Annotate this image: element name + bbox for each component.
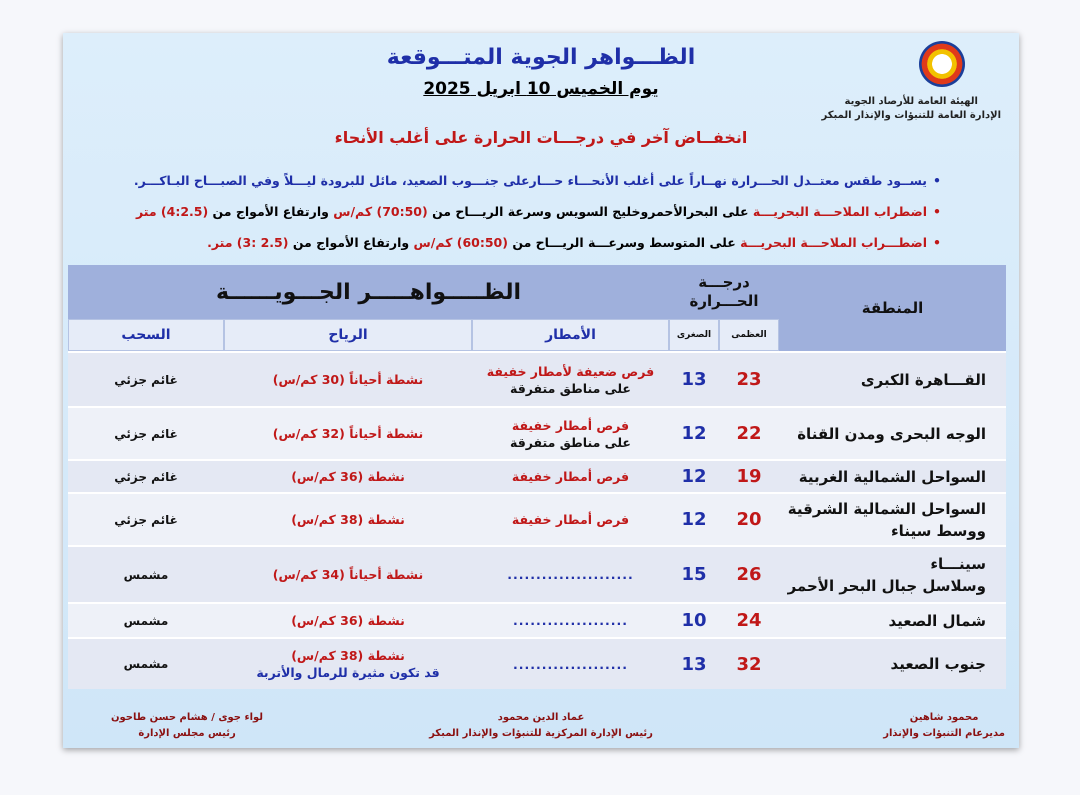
rain-cell: فرص أمطار خفيفة	[472, 492, 669, 545]
table-row	[68, 406, 1006, 459]
max-temp: 32	[719, 637, 779, 689]
min-temp: 15	[669, 545, 719, 602]
cloud-cell: غائم جزئي	[68, 492, 224, 545]
rain-cell: فرص ضعيفة لأمطار خفيفة على مناطق متفرقة	[472, 351, 669, 406]
table-row	[68, 459, 1006, 492]
bullet-item: •يســود طقس معتــدل الحـــرارة نهــاراً على أغلب الأنحـــاء حـــارعلى جنـــوب الصعيد، مائل للبرودة ليـــلاً وفي الصبـــاح البـاكـــر.	[133, 173, 941, 188]
signature-left: لواء جوى / هشام حسن طاحون رئيس مجلس الإدارة	[111, 712, 264, 739]
max-temp: 20	[719, 492, 779, 545]
bullet-item: •اضطراب الملاحـــة البحريـــة على البحرالأحمروخليج السويس وسرعة الريـــاح من (70:50) كم/س وارتفاع الأمواج من (4:2.5) متر	[135, 204, 941, 219]
cloud-header: السحب	[68, 319, 224, 351]
wind-cell: نشطة أحياناً (32 كم/س)	[224, 406, 472, 459]
max-temp: 19	[719, 459, 779, 492]
cloud-cell: غائم جزئي	[68, 459, 224, 492]
signature-center: عماد الدين محمود رئيس الإدارة المركزية للتنبؤات والإنذار المبكر	[429, 712, 653, 739]
table-row	[68, 351, 1006, 406]
region-cell: القـــاهرة الكبرى	[779, 351, 1006, 406]
rain-header: الأمطار	[472, 319, 669, 351]
min-temp: 12	[669, 406, 719, 459]
headline: انخفــاض آخر في درجـــات الحرارة على أغلب الأنحاء	[334, 128, 748, 147]
max-temp: 22	[719, 406, 779, 459]
wind-cell: نشطة (36 كم/س)	[224, 459, 472, 492]
organization-name	[822, 95, 1002, 123]
region-cell: السواحل الشمالية الشرقية ووسط سيناء	[779, 492, 1006, 545]
region-cell: سينـــاء وسلاسل جبال البحر الأحمر	[779, 545, 1006, 602]
cloud-cell: مشمس	[68, 602, 224, 637]
table-row	[68, 545, 1006, 602]
wind-cell: نشطة أحياناً (30 كم/س)	[224, 351, 472, 406]
rain-cell: فرص أمطار خفيفة	[472, 459, 669, 492]
org-line-2: الإدارة العامة للتنبؤات والإنذار المبكر	[821, 110, 1001, 121]
min-temp: 12	[669, 459, 719, 492]
forecast-card	[63, 33, 1019, 748]
temperature-header: درجـــة الحـــرارة	[669, 265, 779, 319]
rain-cell: فرص أمطار خفيفة على مناطق متفرقة	[472, 406, 669, 459]
min-header: الصغرى	[669, 319, 719, 351]
page-title: الظـــواهر الجوية المتـــوقعة	[386, 45, 696, 70]
wind-cell: نشطة أحياناً (34 كم/س)	[224, 545, 472, 602]
wind-cell: نشطة (38 كم/س)	[224, 492, 472, 545]
max-temp: 26	[719, 545, 779, 602]
region-cell: الوجه البحرى ومدن القناة	[779, 406, 1006, 459]
rain-cell: ......................	[472, 545, 669, 602]
forecast-date: يوم الخميس 10 ابريل 2025	[423, 79, 659, 99]
min-temp: 12	[669, 492, 719, 545]
rain-cell: ....................	[472, 602, 669, 637]
max-header: العظمى	[719, 319, 779, 351]
table-row	[68, 492, 1006, 545]
wind-header: الرياح	[224, 319, 472, 351]
table-row	[68, 637, 1006, 689]
min-temp: 13	[669, 351, 719, 406]
wind-cell: نشطة (38 كم/س) قد تكون مثيرة للرمال والأتربة	[224, 637, 472, 689]
phenomena-header: الظـــــواهـــــر الجـــويــــــة	[68, 265, 669, 319]
table-row	[68, 602, 1006, 637]
bullet-list	[134, 165, 941, 258]
signature-right: محمود شاهين مديرعام التنبؤات والإنذار	[883, 712, 1005, 739]
region-cell: السواحل الشمالية الغربية	[779, 459, 1006, 492]
min-temp: 10	[669, 602, 719, 637]
region-cell: شمال الصعيد	[779, 602, 1006, 637]
region-header: المنطقة	[779, 265, 1006, 351]
cloud-cell: مشمس	[68, 637, 224, 689]
wind-cell: نشطة (36 كم/س)	[224, 602, 472, 637]
forecast-table	[68, 265, 1006, 689]
max-temp: 23	[719, 351, 779, 406]
cloud-cell: مشمس	[68, 545, 224, 602]
org-line-1: الهيئة العامة للأرصاد الجوية	[844, 96, 978, 107]
region-cell: جنوب الصعيد	[779, 637, 1006, 689]
cloud-cell: غائم جزئي	[68, 351, 224, 406]
bullet-item: •اضطـــراب الملاحـــة البحريـــة على المتوسط وسرعـــة الريـــاح من (60:50) كم/س وارتفاع الأمواج من (2.5 :3) متر.	[207, 235, 941, 250]
cloud-cell: غائم جزئي	[68, 406, 224, 459]
rain-cell: ....................	[472, 637, 669, 689]
max-temp: 24	[719, 602, 779, 637]
min-temp: 13	[669, 637, 719, 689]
